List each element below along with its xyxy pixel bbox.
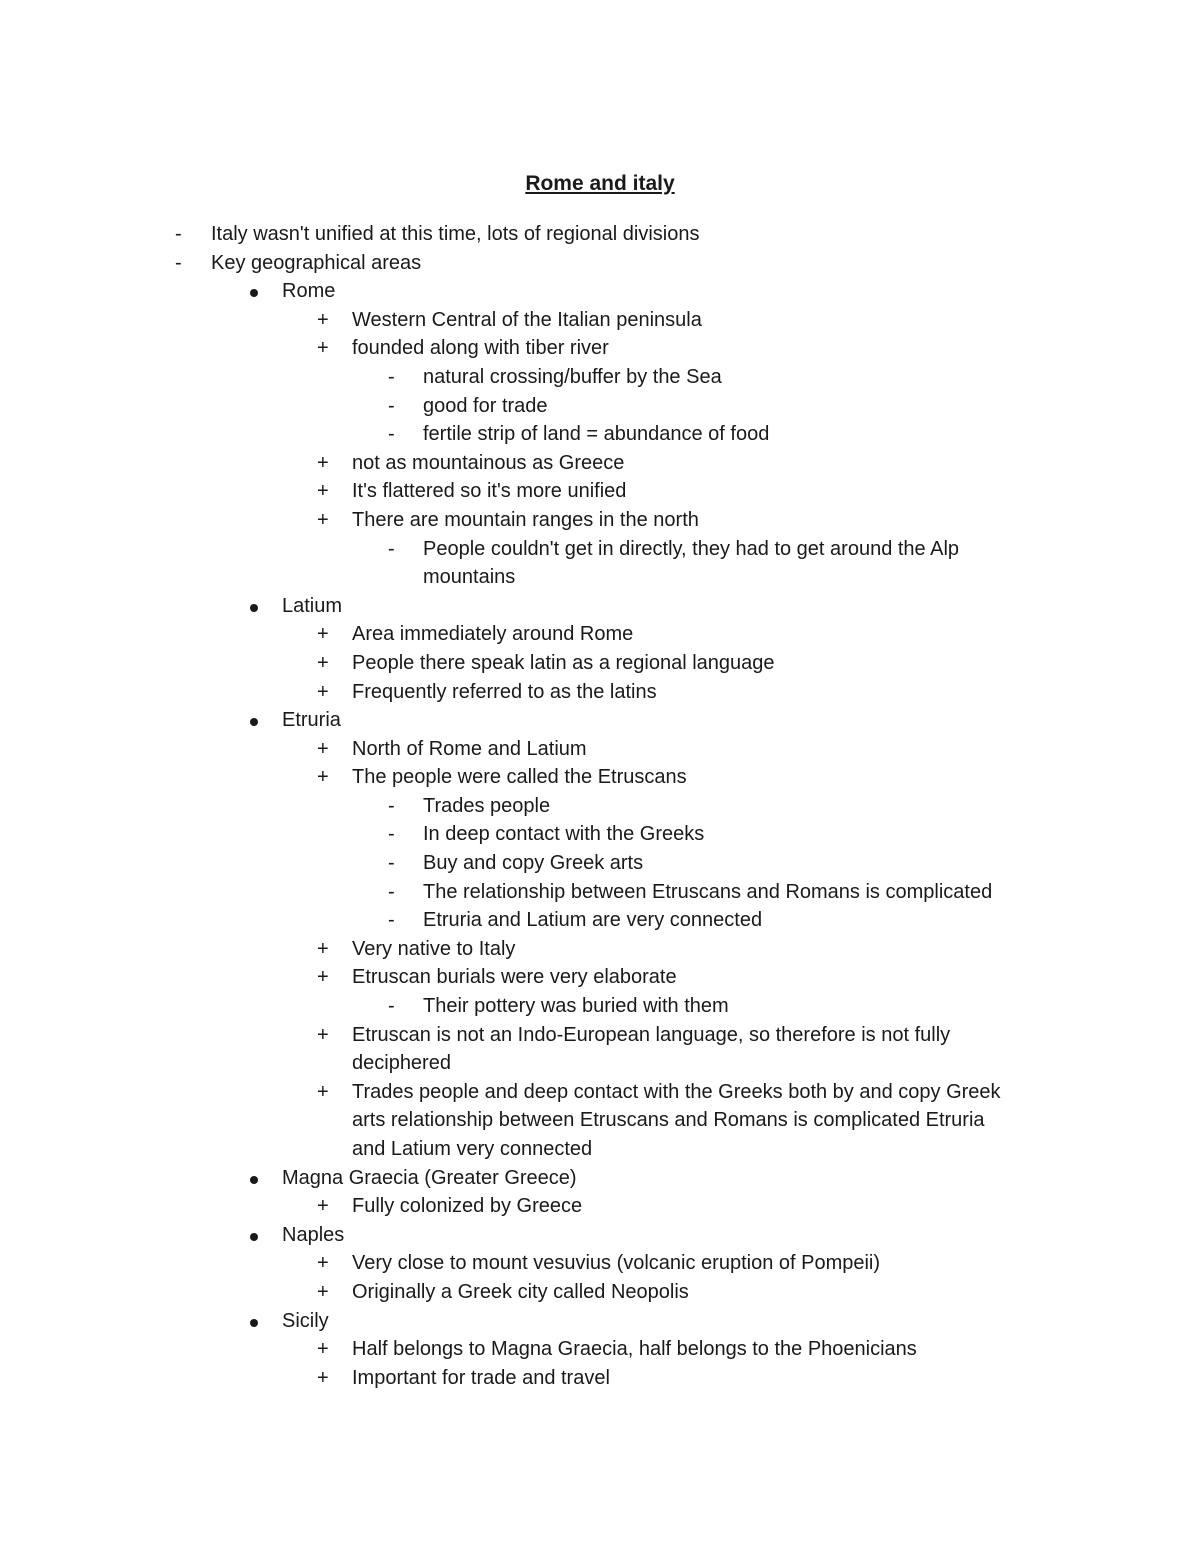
outline-list (0, 220, 1200, 1392)
outline-item-text: People couldn't get in directly, they had to get around the Alp (423, 537, 960, 560)
bullet-icon (246, 277, 258, 306)
bullet-icon (246, 1221, 258, 1250)
plus-marker: + (317, 1252, 329, 1275)
bullet-dot-icon (250, 1319, 258, 1327)
outline-item-text: Important for trade and travel (352, 1366, 610, 1389)
dash-marker: - (388, 423, 395, 446)
outline-item-text: Their pottery was buried with them (423, 995, 729, 1018)
outline-item-level-3 (0, 449, 1200, 478)
outline-item-level-2 (0, 277, 1200, 306)
outline-item-level-4 (0, 906, 1200, 935)
dash-marker: - (388, 909, 395, 932)
outline-item-level-3 (0, 763, 1200, 792)
outline-item-level-4 (0, 563, 1200, 592)
plus-marker: + (317, 680, 329, 703)
outline-item-text: founded along with tiber river (352, 337, 609, 360)
plus-marker: + (317, 337, 329, 360)
plus-marker: + (317, 308, 329, 331)
outline-item-level-3 (0, 1335, 1200, 1364)
outline-item-level-4 (0, 878, 1200, 907)
bullet-dot-icon (250, 1233, 258, 1241)
outline-item-level-4 (0, 535, 1200, 564)
outline-item-text: not as mountainous as Greece (352, 451, 625, 474)
outline-item-level-3 (0, 1106, 1200, 1135)
outline-item-text: It's flattered so it's more unified (352, 480, 627, 503)
outline-item-level-3 (0, 1021, 1200, 1050)
outline-item-text: and Latium very connected (352, 1138, 593, 1160)
outline-item-text: Trades people (423, 794, 551, 817)
dash-marker: - (388, 794, 395, 817)
plus-marker: + (317, 1338, 329, 1361)
outline-item-level-3 (0, 1364, 1200, 1393)
outline-item-level-3 (0, 334, 1200, 363)
outline-item-level-3 (0, 963, 1200, 992)
outline-item-level-3 (0, 306, 1200, 335)
outline-item-text: good for trade (423, 394, 548, 417)
bullet-dot-icon (250, 604, 258, 612)
outline-item-text: In deep contact with the Greeks (423, 823, 705, 846)
outline-item-text: Very close to mount vesuvius (volcanic eruption of Pompeii) (352, 1252, 881, 1275)
outline-item-text: natural crossing/buffer by the Sea (423, 365, 722, 388)
dash-marker: - (175, 251, 182, 274)
outline-item-text: arts relationship between Etruscans and Romans is complicated Etruria (352, 1109, 985, 1132)
dash-marker: - (388, 995, 395, 1018)
outline-item-level-4 (0, 363, 1200, 392)
outline-item-level-2 (0, 706, 1200, 735)
outline-item-text: Naples (282, 1223, 345, 1246)
outline-item-level-3 (0, 735, 1200, 764)
bullet-icon (246, 1164, 258, 1193)
plus-marker: + (317, 1023, 329, 1046)
plus-marker: + (317, 623, 329, 646)
bullet-dot-icon (250, 289, 258, 297)
outline-item-text: Originally a Greek city called Neopolis (352, 1280, 689, 1303)
outline-item-level-1 (0, 220, 1200, 249)
bullet-icon (246, 706, 258, 735)
outline-item-text: deciphered (352, 1052, 451, 1075)
bullet-dot-icon (250, 1176, 258, 1184)
outline-item-level-4 (0, 392, 1200, 421)
outline-item-text: Area immediately around Rome (352, 623, 634, 646)
outline-item-text: There are mountain ranges in the north (352, 508, 699, 531)
bullet-dot-icon (250, 718, 258, 726)
bullet-icon (246, 592, 258, 621)
outline-item-text: The people were called the Etruscans (352, 766, 687, 789)
outline-item-text: The relationship between Etruscans and Romans is complicated (423, 880, 993, 903)
plus-marker: + (317, 966, 329, 989)
outline-item-text: Key geographical areas (211, 251, 422, 274)
plus-marker: + (317, 1280, 329, 1303)
outline-item-text: Half belongs to Magna Graecia, half belongs to the Phoenicians (352, 1338, 917, 1361)
page-title: Rome and italy (525, 172, 675, 195)
outline-item-text: mountains (423, 566, 516, 589)
outline-item-level-3 (0, 1135, 1200, 1164)
outline-item-level-3 (0, 649, 1200, 678)
outline-item-text: Frequently referred to as the latins (352, 680, 657, 703)
outline-item-text: Etruscan burials were very elaborate (352, 966, 677, 989)
plus-marker: + (317, 451, 329, 474)
outline-item-level-4 (0, 849, 1200, 878)
outline-item-level-3 (0, 1078, 1200, 1107)
outline-item-text: Very native to Italy (352, 937, 516, 960)
outline-item-level-4 (0, 992, 1200, 1021)
outline-item-level-4 (0, 820, 1200, 849)
dash-marker: - (388, 365, 395, 388)
plus-marker: + (317, 1195, 329, 1218)
plus-marker: + (317, 766, 329, 789)
plus-marker: + (317, 937, 329, 960)
outline-item-level-3 (0, 1249, 1200, 1278)
outline-item-level-3 (0, 678, 1200, 707)
outline-item-text: Latium (282, 594, 343, 617)
outline-item-level-2 (0, 592, 1200, 621)
outline-item-level-3 (0, 935, 1200, 964)
plus-marker: + (317, 651, 329, 674)
outline-item-level-3 (0, 1278, 1200, 1307)
outline-item-level-3 (0, 506, 1200, 535)
outline-item-text: Fully colonized by Greece (352, 1195, 583, 1218)
outline-item-text: Buy and copy Greek arts (423, 852, 644, 875)
outline-item-level-2 (0, 1164, 1200, 1193)
plus-marker: + (317, 1080, 329, 1103)
dash-marker: - (388, 823, 395, 846)
outline-item-level-3 (0, 1049, 1200, 1078)
plus-marker: + (317, 1366, 329, 1389)
outline-item-level-3 (0, 477, 1200, 506)
outline-item-text: People there speak latin as a regional language (352, 651, 775, 674)
outline-item-text: Italy wasn't unified at this time, lots of regional divisions (211, 223, 700, 245)
dash-marker: - (388, 880, 395, 903)
dash-marker: - (175, 223, 182, 245)
dash-marker: - (388, 537, 395, 560)
outline-item-level-3 (0, 620, 1200, 649)
plus-marker: + (317, 737, 329, 760)
plus-marker: + (317, 508, 329, 531)
outline-item-text: Western Central of the Italian peninsula (352, 308, 702, 331)
outline-item-text: Etruria (282, 709, 341, 732)
outline-item-level-4 (0, 792, 1200, 821)
outline-item-level-3 (0, 1192, 1200, 1221)
bullet-icon (246, 1307, 258, 1336)
outline-item-level-4 (0, 420, 1200, 449)
outline-item-text: Trades people and deep contact with the Greeks both by and copy Greek (352, 1080, 1001, 1103)
outline-item-text: Etruria and Latium are very connected (423, 909, 763, 932)
outline-item-text: fertile strip of land = abundance of food (423, 423, 770, 446)
plus-marker: + (317, 480, 329, 503)
outline-item-text: Magna Graecia (Greater Greece) (282, 1166, 577, 1189)
dash-marker: - (388, 852, 395, 875)
outline-item-level-2 (0, 1221, 1200, 1250)
outline-item-text: Rome (282, 280, 336, 303)
outline-item-level-1 (0, 249, 1200, 278)
outline-item-text: Etruscan is not an Indo-European language, so therefore is not fully (352, 1023, 951, 1046)
dash-marker: - (388, 394, 395, 417)
outline-item-level-2 (0, 1307, 1200, 1336)
outline-item-text: Sicily (282, 1309, 329, 1332)
outline-item-text: North of Rome and Latium (352, 737, 587, 760)
